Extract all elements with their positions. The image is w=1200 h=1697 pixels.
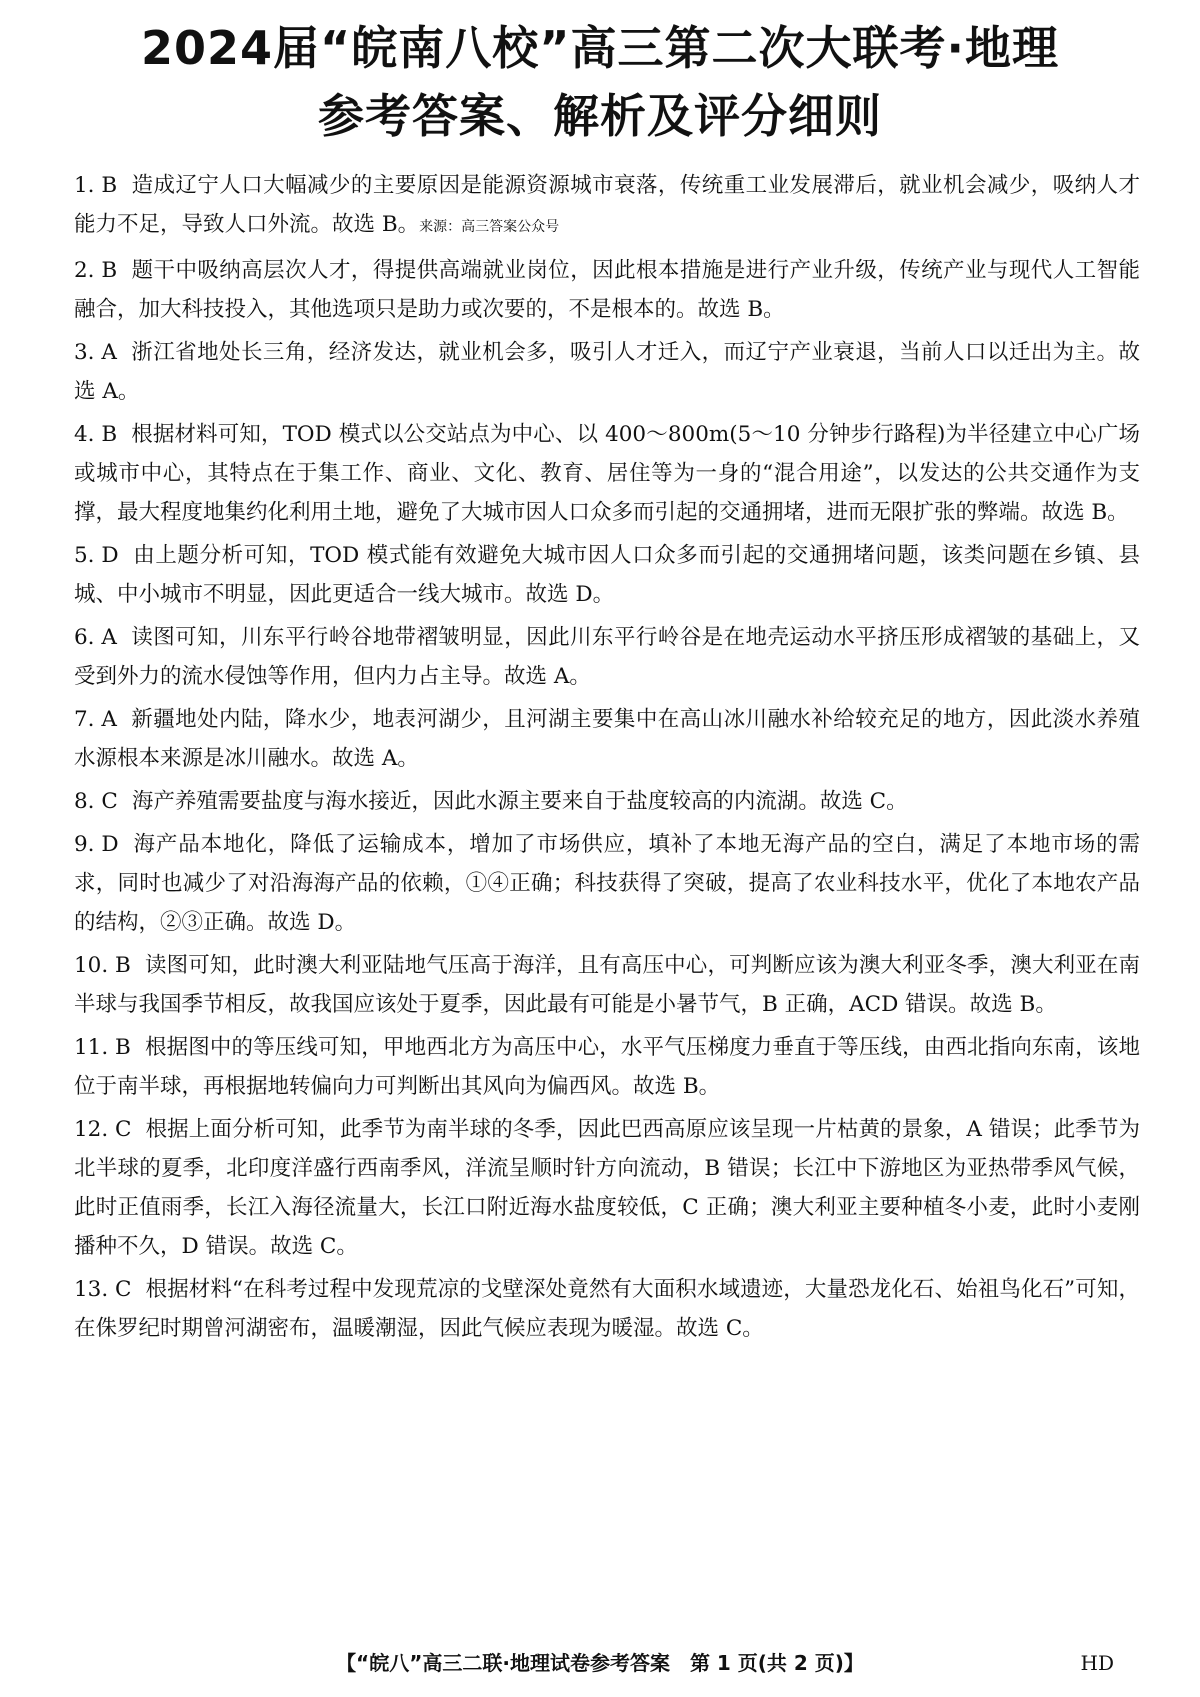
answer-item-8 [74,782,1140,821]
answer-explanation: 造成辽宁人口大幅减少的主要原因是能源资源城市衰落，传统重工业发展滞后，就业机会减少，吸纳人才能力不足，导致人口外流。故选 B。 [74,173,1140,237]
answer-item-7 [74,700,1140,778]
answer-explanation: 根据材料可知，TOD 模式以公交站点为中心、以 400～800m(5～10 分钟步行路程)为半径建立中心广场或城市中心，其特点在于集工作、商业、文化、教育、居住等为一身的“混合用途”，以发达的公共交通作为支撑，最大程度地集约化利用土地，避免了大城市因人口众多而引起的交通拥堵，进而无限扩张的弊端。故选 B。 [74,422,1140,525]
source-note: 来源：高三答案公众号 [419,219,560,235]
answer-explanation: 由上题分析可知，TOD 模式能有效避免大城市因人口众多而引起的交通拥堵问题，该类问题在乡镇、县城、中小城市不明显，因此更适合一线大城市。故选 D。 [74,543,1140,607]
answer-number: 10. B [74,953,131,978]
answer-list [74,166,1140,1352]
answer-item-1 [74,166,1140,247]
answer-explanation: 根据上面分析可知，此季节为南半球的冬季，因此巴西高原应该呈现一片枯黄的景象，A 错误；此季节为北半球的夏季，北印度洋盛行西南季风，洋流呈顺时针方向流动，B 错误；长江中下游地区为亚热带季风气候，此时正值雨季，长江入海径流量大，长江口附近海水盐度较低，C 正确；澳大利亚主要种植冬小麦，此时小麦刚播种不久，D 错误。故选 C。 [74,1117,1140,1259]
document-subtitle: 参考答案、解析及评分细则 [318,89,882,143]
answer-explanation: 读图可知，此时澳大利亚陆地气压高于海洋，且有高压中心，可判断应该为澳大利亚冬季，澳大利亚在南半球与我国季节相反，故我国应该处于夏季，因此最有可能是小暑节气，B 正确，ACD 错误。故选 B。 [74,953,1140,1017]
answer-number: 6. A [74,625,117,650]
answer-explanation: 读图可知，川东平行岭谷地带褶皱明显，因此川东平行岭谷是在地壳运动水平挤压形成褶皱的基础上，又受到外力的流水侵蚀等作用，但内力占主导。故选 A。 [74,625,1140,689]
answer-number: 11. B [74,1035,131,1060]
footer-page-info: 【“皖八”高三二联·地理试卷参考答案 第 1 页(共 2 页)】 [336,1651,864,1675]
answer-number: 3. A [74,340,117,365]
answer-item-12 [74,1110,1140,1266]
answer-number: 7. A [74,707,117,732]
answer-explanation: 根据材料“在科考过程中发现荒凉的戈壁深处竟然有大面积水域遗迹，大量恐龙化石、始祖鸟化石”可知，在侏罗纪时期曾河湖密布，温暖潮湿，因此气候应表现为暖湿。故选 C。 [74,1277,1140,1341]
answer-explanation: 根据图中的等压线可知，甲地西北方为高压中心，水平气压梯度力垂直于等压线，由西北指向东南，该地位于南半球，再根据地转偏向力可判断出其风向为偏西风。故选 B。 [74,1035,1140,1099]
footer-code: HD [1080,1651,1114,1675]
answer-number: 1. B [74,173,118,198]
answer-item-11 [74,1028,1140,1106]
answer-explanation: 海产养殖需要盐度与海水接近，因此水源主要来自于盐度较高的内流湖。故选 C。 [131,789,908,814]
answer-item-10 [74,946,1140,1024]
answer-number: 2. B [74,258,118,283]
answer-item-5 [74,536,1140,614]
answer-item-3 [74,333,1140,411]
answer-number: 12. C [74,1117,132,1142]
answer-number: 9. D [74,832,119,857]
answer-item-9 [74,825,1140,942]
answer-number: 4. B [74,422,118,447]
answer-explanation: 新疆地处内陆，降水少，地表河湖少，且河湖主要集中在高山冰川融水补给较充足的地方，因此淡水养殖水源根本来源是冰川融水。故选 A。 [74,707,1140,771]
answer-number: 13. C [74,1277,132,1302]
answer-explanation: 海产品本地化，降低了运输成本，增加了市场供应，填补了本地无海产品的空白，满足了本地市场的需求，同时也减少了对沿海海产品的依赖，①④正确；科技获得了突破，提高了农业科技水平，优化了本地农产品的结构，②③正确。故选 D。 [74,832,1140,935]
answer-item-6 [74,618,1140,696]
answer-item-2 [74,251,1140,329]
answer-explanation: 题干中吸纳高层次人才，得提供高端就业岗位，因此根本措施是进行产业升级，传统产业与现代人工智能融合，加大科技投入，其他选项只是助力或次要的，不是根本的。故选 B。 [74,258,1140,322]
answer-item-13 [74,1270,1140,1348]
answer-number: 5. D [74,543,119,568]
answer-item-4 [74,415,1140,532]
answer-number: 8. C [74,789,118,814]
answer-explanation: 浙江省地处长三角，经济发达，就业机会多，吸引人才迁入，而辽宁产业衰退，当前人口以迁出为主。故选 A。 [74,340,1140,404]
document-title: 2024届“皖南八校”高三第二次大联考·地理 [141,21,1059,75]
